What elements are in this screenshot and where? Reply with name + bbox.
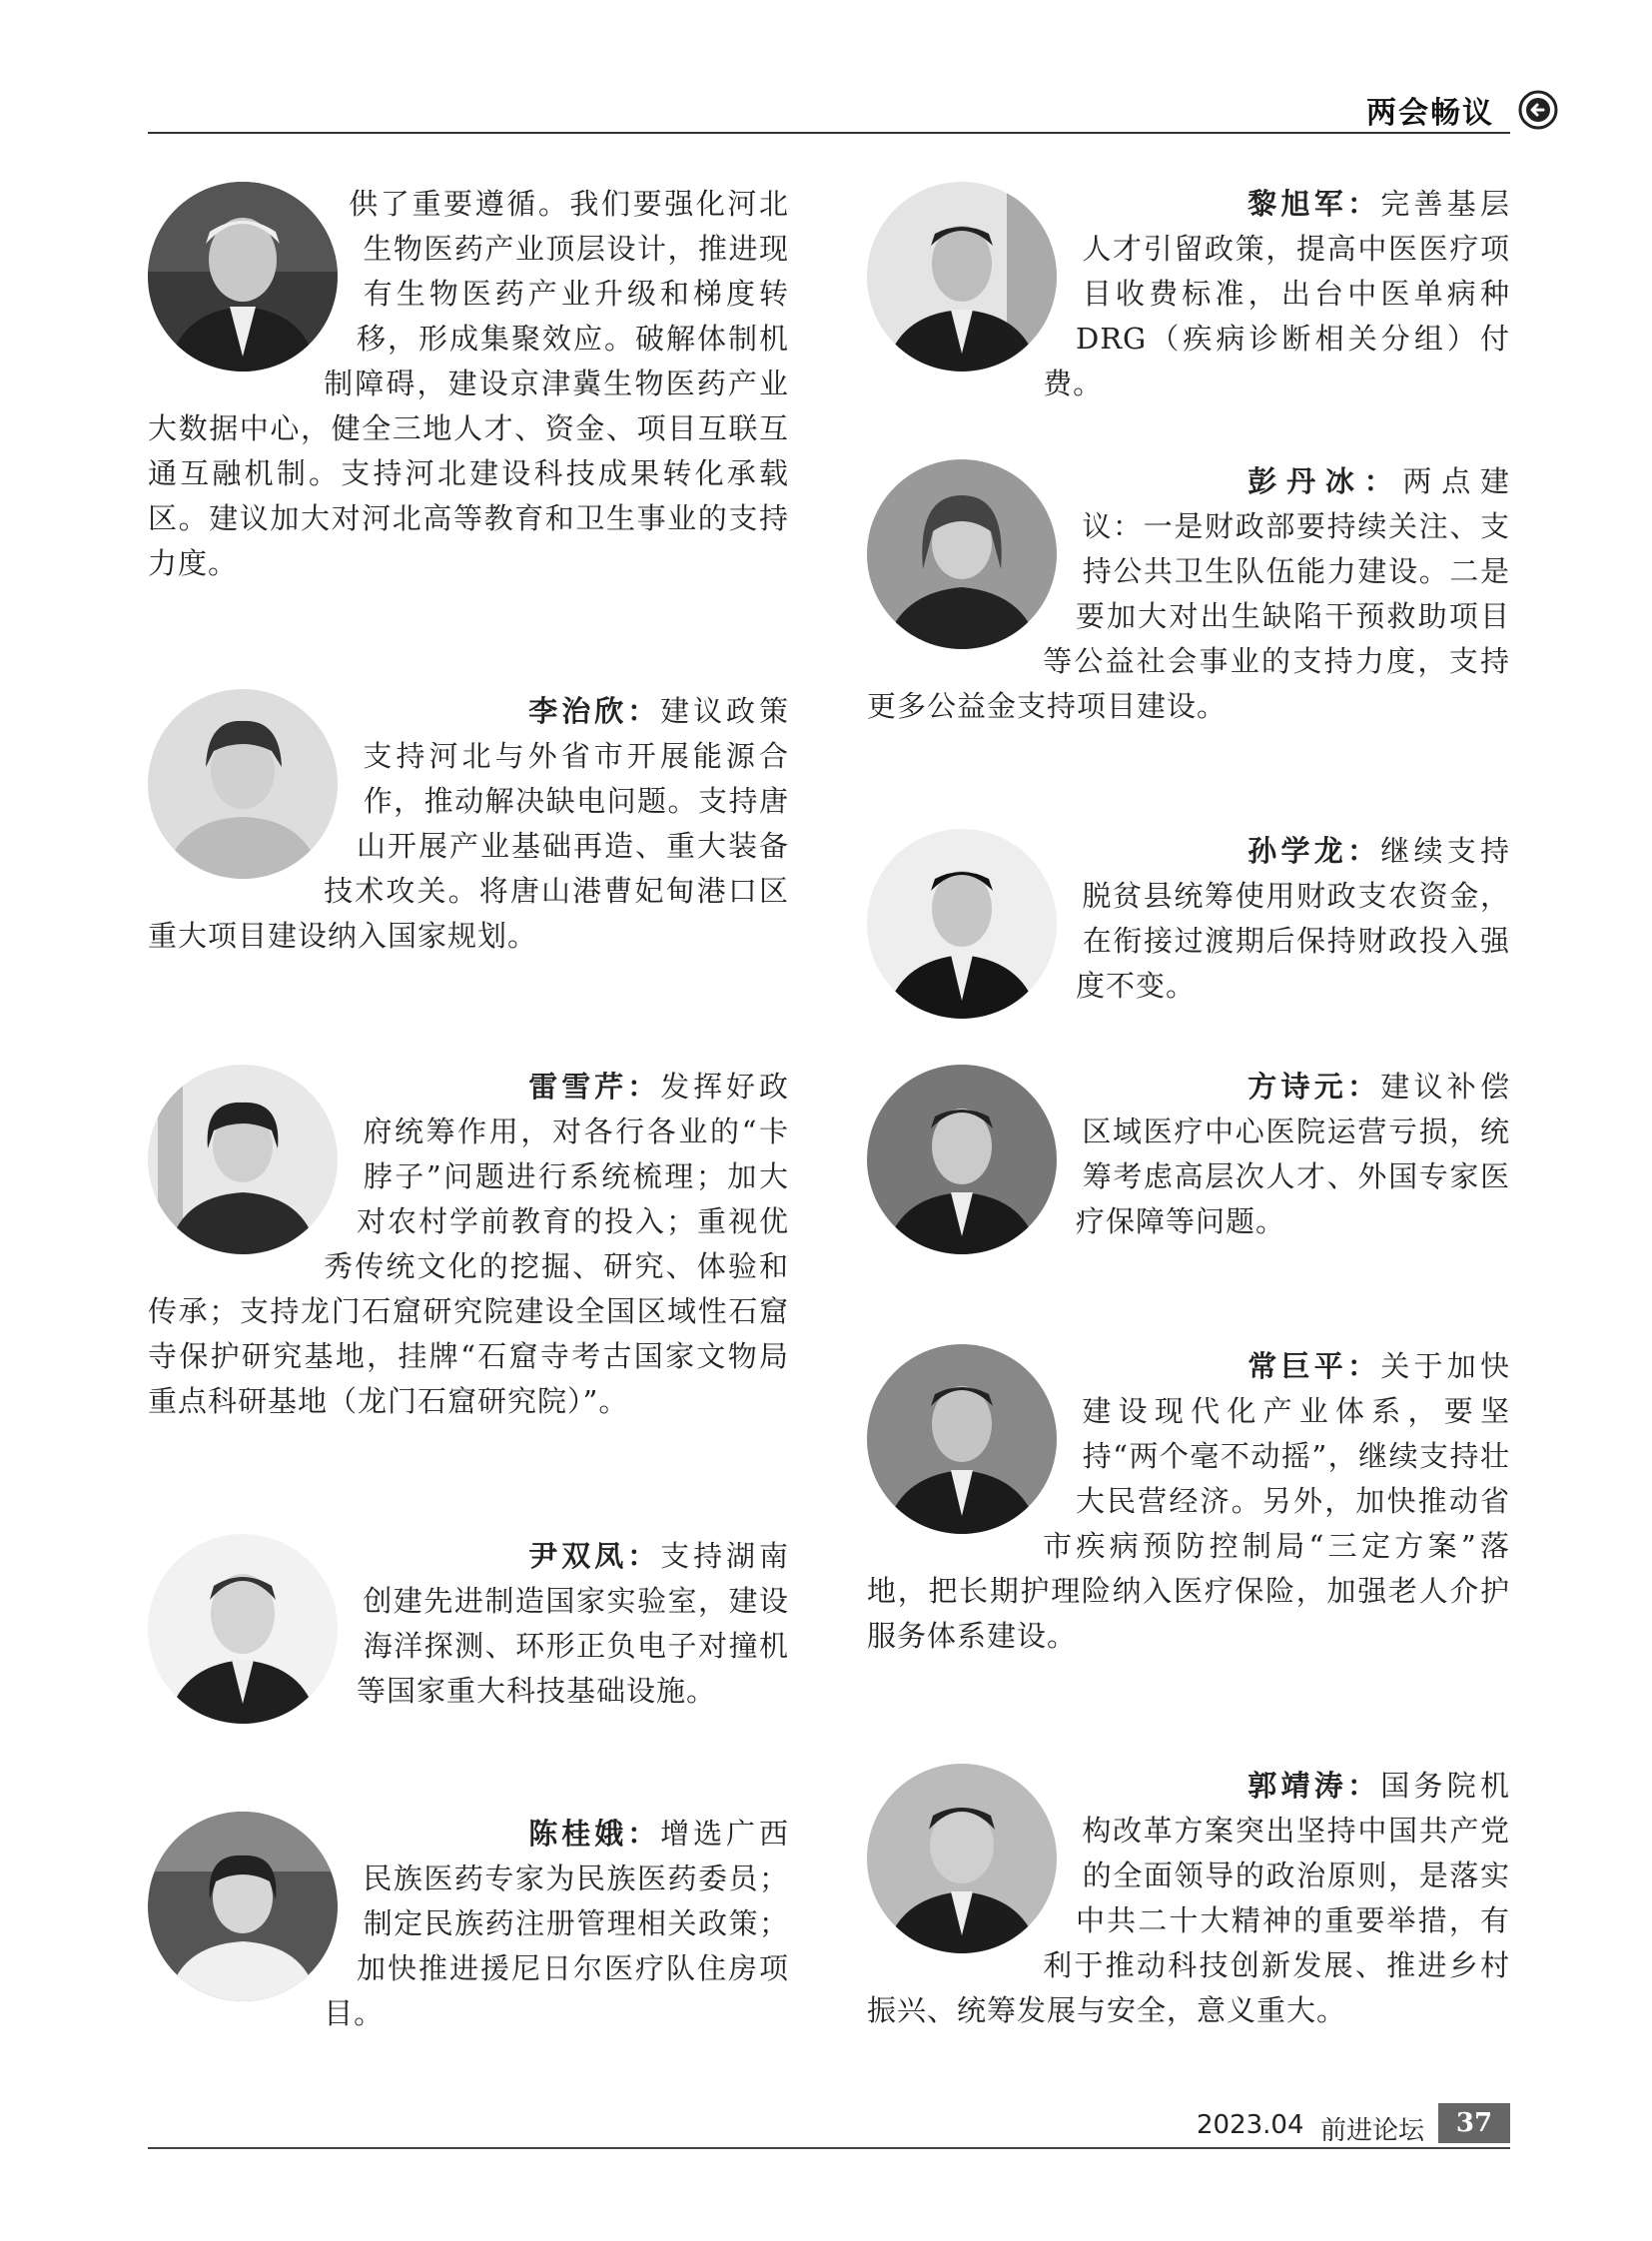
portrait-photo bbox=[867, 1764, 1057, 1953]
speaker-name: 雷雪芹： bbox=[528, 1070, 661, 1104]
portrait-photo bbox=[867, 829, 1057, 1019]
speaker-name: 方诗元： bbox=[1247, 1070, 1381, 1104]
entry-guo-jingtao bbox=[867, 1764, 1510, 2033]
entry-lei-xueqin bbox=[148, 1065, 789, 1424]
entry-text: 供了重要遵循。我们要强化河北生物医药产业顶层设计，推进现有生物医药产业升级和梯度转移，形成集聚效应。破解体制机制障碍，建设京津冀生物医药产业大数据中心，健全三地人才、资金、项目互联互通互融机制。支持河北建设科技成果转化承载区。建议加大对河北高等教育和卫生事业的支持力度。 bbox=[148, 187, 789, 580]
entry-text: 建议补偿区域医疗中心医院运营亏损，统筹考虑高层次人才、外国专家医疗保障等问题。 bbox=[1075, 1070, 1510, 1238]
entry-li-zhixin bbox=[148, 689, 789, 959]
portrait-photo bbox=[148, 689, 338, 879]
portrait-photo bbox=[867, 182, 1057, 372]
entry-text: 建议政策支持河北与外省市开展能源合作，推动解决缺电问题。支持唐山开展产业基础再造、重大装备技术攻关。将唐山港曹妃甸港口区重大项目建设纳入国家规划。 bbox=[148, 694, 789, 953]
header-title: 两会畅议 bbox=[1366, 96, 1494, 131]
entry-continuation bbox=[148, 182, 789, 586]
portrait-photo bbox=[867, 459, 1057, 649]
entry-text: 两点建议：一是财政部要持续关注、支持公共卫生队伍能力建设。二是要加大对出生缺陷干预救助项目等公益社会事业的支持力度，支持更多公益金支持项目建设。 bbox=[867, 464, 1510, 723]
entry-text: 增选广西民族医药专家为民族医药委员；制定民族药注册管理相关政策；加快推进援尼日尔医疗队住房项目。 bbox=[324, 1817, 789, 2030]
back-arrow-icon[interactable] bbox=[1518, 90, 1558, 130]
entry-text: 关于加快建设现代化产业体系，要坚持“两个毫不动摇”，继续支持壮大民营经济。另外，加快推动省市疾病预防控制局“三定方案”落地，把长期护理险纳入医疗保险，加强老人介护服务体系建设。 bbox=[867, 1349, 1510, 1653]
entry-chen-guie bbox=[148, 1812, 789, 2036]
portrait-photo bbox=[867, 1065, 1057, 1254]
entry-text: 支持湖南创建先进制造国家实验室，建设海洋探测、环形正负电子对撞机等国家重大科技基础设施。 bbox=[356, 1539, 789, 1708]
speaker-name: 孙学龙： bbox=[1247, 834, 1381, 868]
speaker-name: 郭靖涛： bbox=[1247, 1769, 1381, 1803]
entry-yin-shuangfeng bbox=[148, 1534, 789, 1730]
entry-chang-juping bbox=[867, 1344, 1510, 1659]
issue-date: 2023.04 bbox=[1197, 2110, 1304, 2140]
speaker-name: 陈桂娥： bbox=[528, 1817, 661, 1851]
portrait-photo bbox=[148, 182, 338, 372]
speaker-name: 尹双凤： bbox=[528, 1539, 661, 1573]
header-divider bbox=[148, 132, 1510, 134]
magazine-name: 前进论坛 bbox=[1320, 2116, 1425, 2146]
entry-text: 继续支持脱贫县统筹使用财政支农资金，在衔接过渡期后保持财政投入强度不变。 bbox=[1075, 834, 1510, 1003]
footer-divider bbox=[148, 2147, 1510, 2149]
entry-li-xujun bbox=[867, 182, 1510, 406]
page-number: 37 bbox=[1438, 2103, 1510, 2143]
entry-peng-danbing bbox=[867, 459, 1510, 729]
entry-text: 完善基层人才引留政策，提高中医医疗项目收费标准，出台中医单病种 DRG（疾病诊断相关分组）付费。 bbox=[1043, 187, 1510, 400]
entry-text: 发挥好政府统筹作用，对各行各业的“卡脖子”问题进行系统梳理；加大对农村学前教育的投入；重视优秀传统文化的挖掘、研究、体验和传承；支持龙门石窟研究院建设全国区域性石窟寺保护研究基地，挂牌“石窟寺考古国家文物局重点科研基地（龙门石窟研究院）”。 bbox=[148, 1070, 789, 1418]
entry-sun-xuelong bbox=[867, 829, 1510, 1025]
speaker-name: 常巨平： bbox=[1247, 1349, 1381, 1383]
portrait-photo bbox=[148, 1534, 338, 1724]
entry-fang-shiyuan bbox=[867, 1065, 1510, 1260]
speaker-name: 李治欣： bbox=[528, 694, 661, 728]
portrait-photo bbox=[867, 1344, 1057, 1534]
portrait-photo bbox=[148, 1065, 338, 1254]
portrait-photo bbox=[148, 1812, 338, 2001]
speaker-name: 黎旭军： bbox=[1247, 187, 1381, 221]
entry-text: 国务院机构改革方案突出坚持中国共产党的全面领导的政治原则，是落实中共二十大精神的重要举措，有利于推动科技创新发展、推进乡村振兴、统筹发展与安全，意义重大。 bbox=[867, 1769, 1510, 2027]
speaker-name: 彭丹冰： bbox=[1247, 464, 1403, 498]
